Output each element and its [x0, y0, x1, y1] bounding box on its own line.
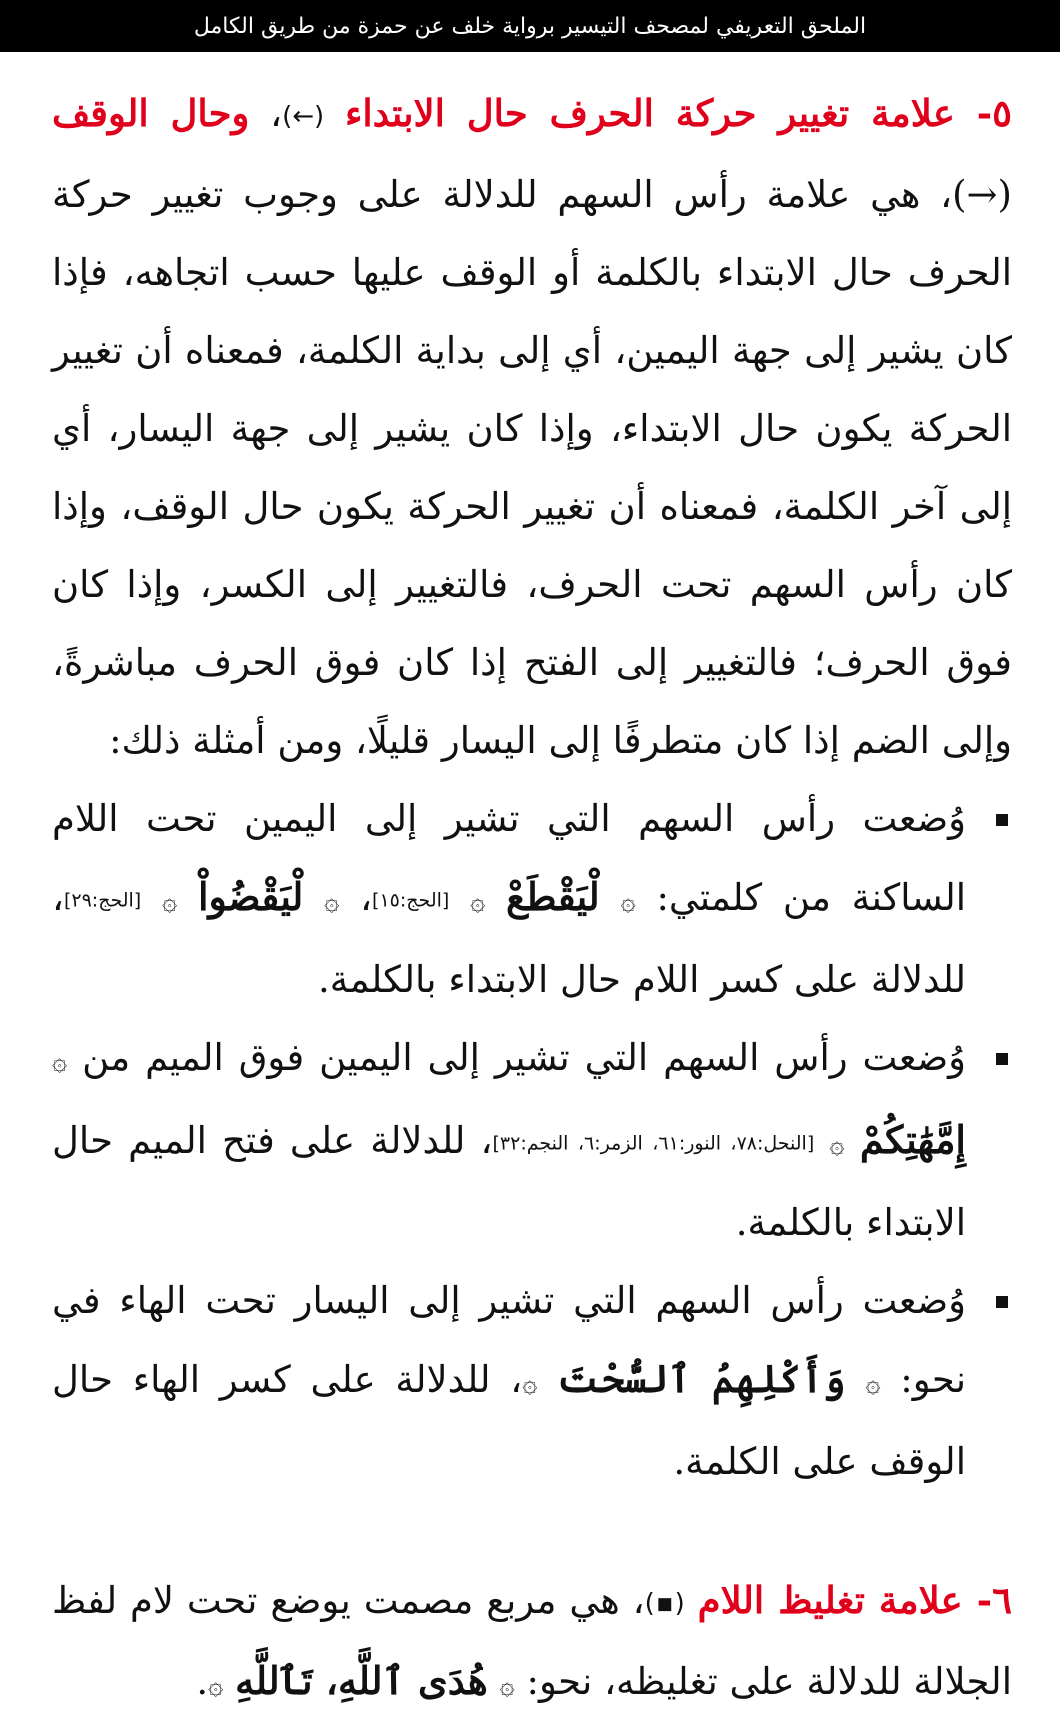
item-outro: ، للدلالة على فتح الميم حال الابتداء بالكلمة.	[52, 1119, 966, 1244]
ornament-open-icon: ۞	[865, 1369, 880, 1399]
heading-separator: ،	[249, 92, 282, 135]
ornament-open-icon: ۞	[500, 1671, 515, 1701]
item-outro: ، للدلالة على كسر اللام حال الابتداء بالكلمة.	[52, 876, 966, 1001]
quran-word: لْيَقْضُواْ	[198, 874, 303, 919]
list-item	[52, 1019, 1012, 1262]
page-header	[0, 0, 1060, 52]
item-intro: وُضعت رأس السهم التي تشير إلى اليمين تحت اللام الساكنة من كلمتي:	[52, 797, 966, 919]
surah-reference: [النحل:٧٨، النور:٦١، الزمر:٦، النجم:٣٢]	[492, 1132, 814, 1154]
ornament-close-icon: ۞	[162, 887, 177, 917]
page-content	[0, 52, 1060, 1725]
item-intro: وُضعت رأس السهم التي تشير إلى اليمين فوق الميم من	[67, 1036, 966, 1079]
header-title: الملحق التعريفي لمصحف التيسير برواية خلف عن حمزة من طريق الكامل	[194, 14, 866, 39]
ornament-open-icon: ۞	[324, 887, 339, 917]
ornament-close-icon: ۞	[522, 1369, 537, 1399]
section5-heading-tail: وحال الوقف	[52, 91, 249, 135]
bullet-square-icon	[996, 1296, 1008, 1308]
quran-phrase: هُدَى ٱللَّهِ، تَٱللَّهِ	[235, 1658, 488, 1703]
ornament-close-icon: ۞	[829, 1130, 844, 1160]
bullet-square-icon	[996, 1053, 1008, 1065]
section6-end: .	[196, 1660, 208, 1703]
ornament-open-icon: ۞	[620, 887, 635, 917]
quran-word: لْيَقْطَعْ	[506, 874, 600, 919]
filled-square-symbol: (▪)	[645, 1588, 685, 1618]
surah-reference: [الحج:٢٩]	[64, 889, 141, 911]
section-6	[52, 1561, 1012, 1725]
ornament-close-icon: ۞	[208, 1671, 223, 1701]
section6-heading: ٦- علامة تغليظ اللام	[698, 1578, 1012, 1622]
surah-reference: [الحج:١٥]	[372, 889, 449, 911]
quran-word: وَأَكْلِهِمُ ٱلسُّحْتَ	[557, 1356, 845, 1401]
item-separator: ،	[339, 876, 372, 919]
section5-heading: ٥- علامة تغيير حركة الحرف حال الابتداء	[345, 91, 1012, 135]
bullet-square-icon	[996, 814, 1008, 826]
ornament-close-icon: ۞	[470, 887, 485, 917]
item-outro: ، للدلالة على كسر الهاء حال الوقف على الكلمة.	[52, 1358, 966, 1483]
section-5	[52, 74, 1012, 780]
left-arrow-symbol: (←)	[282, 102, 324, 132]
item-intro: وُضعت رأس السهم التي تشير إلى اليسار تحت الهاء في نحو:	[52, 1279, 966, 1401]
list-item	[52, 780, 1012, 1019]
section5-paragraph: (→)، هي علامة رأس السهم للدلالة على وجوب تغيير حركة الحرف حال الابتداء بالكلمة أو الوقف عليها حسب اتجاهه، فإذا كان يشير إلى جهة اليمين، أي إلى بداية الكلمة، فمعناه أن تغيير الحركة يكون حال الابتداء، وإذا كان يشير إلى جهة اليسار، أي إلى آخر الكلمة، فمعناه أن تغيير الحركة يكون حال الوقف، وإذا كان رأس السهم تحت الحرف، فالتغيير إلى الكسر، وإذا كان فوق الحرف؛ فالتغيير إلى الفتح إذا كان فوق الحرف مباشرةً، وإلى الضم إذا كان متطرفًا إلى اليسار قليلًا، ومن أمثلة ذلك:	[52, 173, 1012, 762]
list-item	[52, 1262, 1012, 1501]
ornament-open-icon: ۞	[52, 1047, 67, 1077]
section6-text: ، هي مربع مصمت يوضع تحت لام لفظ الجلالة للدلالة على تغليظه، نحو:	[52, 1579, 1012, 1704]
examples-list	[52, 780, 1012, 1501]
quran-word: إِمَّهَٰتِكُمْ	[860, 1117, 966, 1162]
